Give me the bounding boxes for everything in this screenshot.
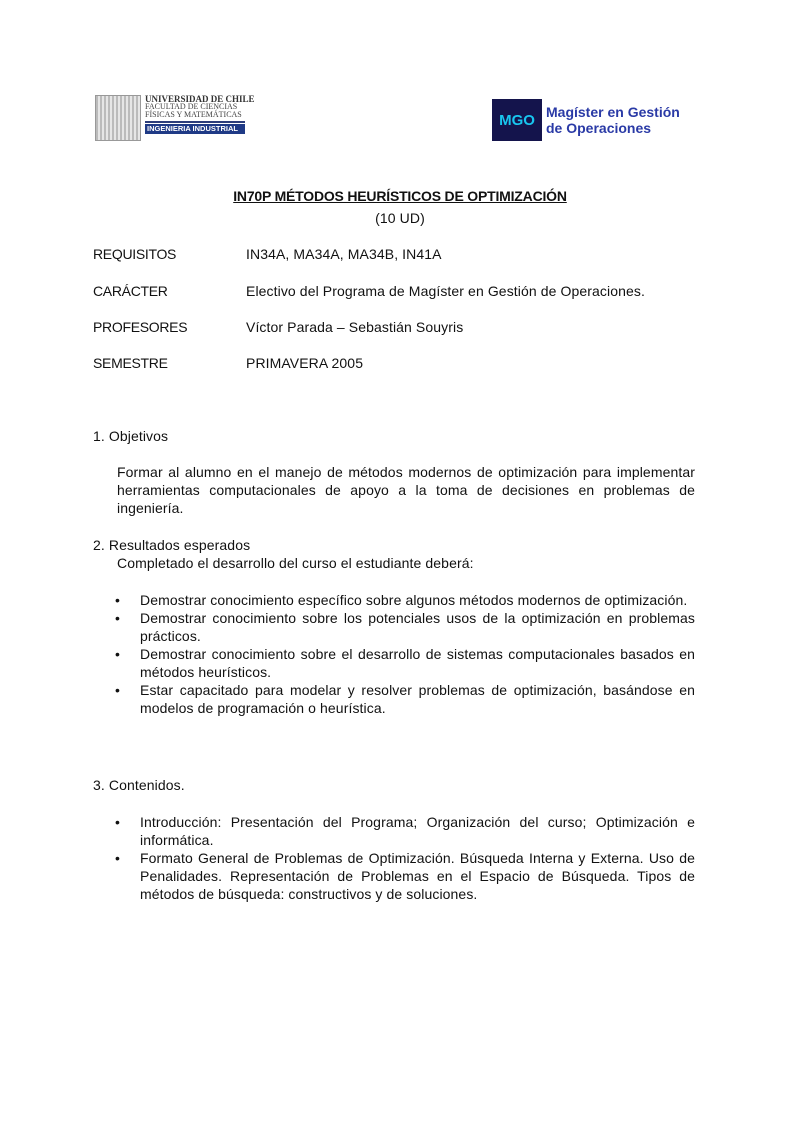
resultados-intro: Completado el desarrollo del curso el estudiante deberá: <box>117 555 474 571</box>
list-item-text: Introducción: Presentación del Programa; Organización del curso; Optimización e informática. <box>140 814 695 848</box>
info-value: Electivo del Programa de Magíster en Gestión de Operaciones. <box>246 283 645 299</box>
section-heading: 1. Objetivos <box>93 428 169 444</box>
list-item <box>115 591 695 609</box>
bullet-icon: • <box>115 682 121 698</box>
universidad-de-chile-logo <box>95 94 255 141</box>
list-item <box>115 645 695 681</box>
info-row-requisitos <box>93 246 713 264</box>
section-objetivos <box>93 427 695 517</box>
section-heading: 2. Resultados esperados <box>93 537 251 553</box>
info-label: PROFESORES <box>93 319 188 335</box>
list-item <box>115 849 695 903</box>
list-item <box>115 813 695 849</box>
bullet-icon: • <box>115 850 121 866</box>
mgo-line-2: de Operaciones <box>546 120 652 136</box>
info-value: IN34A, MA34A, MA34B, IN41A <box>246 246 442 262</box>
bullet-icon: • <box>115 592 121 608</box>
info-label: CARÁCTER <box>93 283 168 299</box>
uch-line-2: FACULTAD DE CIENCIAS <box>145 102 238 111</box>
info-label: REQUISITOS <box>93 246 177 262</box>
info-row-profesores <box>93 319 713 337</box>
list-item <box>115 681 695 717</box>
bullet-icon: • <box>115 814 121 830</box>
resultados-list <box>115 591 695 717</box>
list-item <box>115 609 695 645</box>
course-units: (10 UD) <box>375 210 425 226</box>
bullet-icon: • <box>115 610 121 626</box>
info-row-semestre <box>93 355 713 373</box>
uch-line-3: FÍSICAS Y MATEMÁTICAS <box>145 110 242 119</box>
list-item-text: Estar capacitado para modelar y resolver problemas de optimización, basándose en modelos de programación o heurística. <box>140 682 695 716</box>
list-item-text: Formato General de Problemas de Optimización. Búsqueda Interna y Externa. Uso de Penalidades. Representación de Problemas en el Espacio de Búsqueda. Tipos de métodos de búsqueda: constructivos y de soluciones. <box>140 850 695 902</box>
list-item-text: Demostrar conocimiento sobre el desarrollo de sistemas computacionales basados en métodos heurísticos. <box>140 646 695 680</box>
uch-department: INGENIERIA INDUSTRIAL <box>145 124 245 134</box>
info-label: SEMESTRE <box>93 355 168 371</box>
list-item-text: Demostrar conocimiento específico sobre algunos métodos modernos de optimización. <box>140 592 688 608</box>
info-row-caracter <box>93 283 713 301</box>
building-emblem-icon <box>95 95 141 141</box>
bullet-icon: • <box>115 646 121 662</box>
mgo-line-1: Magíster en Gestión <box>546 104 680 120</box>
contenidos-list <box>115 813 695 903</box>
uch-line-1: UNIVERSIDAD DE CHILE <box>145 94 255 104</box>
section-contenidos <box>93 776 695 903</box>
section-heading: 3. Contenidos. <box>93 777 185 793</box>
mgo-badge: MGO <box>492 99 542 141</box>
section-resultados <box>93 536 695 717</box>
mgo-logo-text <box>546 104 680 136</box>
uch-rule <box>145 121 245 123</box>
info-value: Víctor Parada – Sebastián Souyris <box>246 319 464 335</box>
mgo-logo <box>492 98 707 142</box>
uch-logo-text <box>145 94 255 141</box>
info-value: PRIMAVERA 2005 <box>246 355 364 371</box>
objetivos-text: Formar al alumno en el manejo de métodos modernos de optimización para implementar herramientas computacionales de apoyo a la toma de decisiones en problemas de ingeniería. <box>117 464 695 516</box>
list-item-text: Demostrar conocimiento sobre los potenciales usos de la optimización en problemas prácticos. <box>140 610 695 644</box>
course-title: IN70P MÉTODOS HEURÍSTICOS DE OPTIMIZACIÓN <box>233 188 567 204</box>
